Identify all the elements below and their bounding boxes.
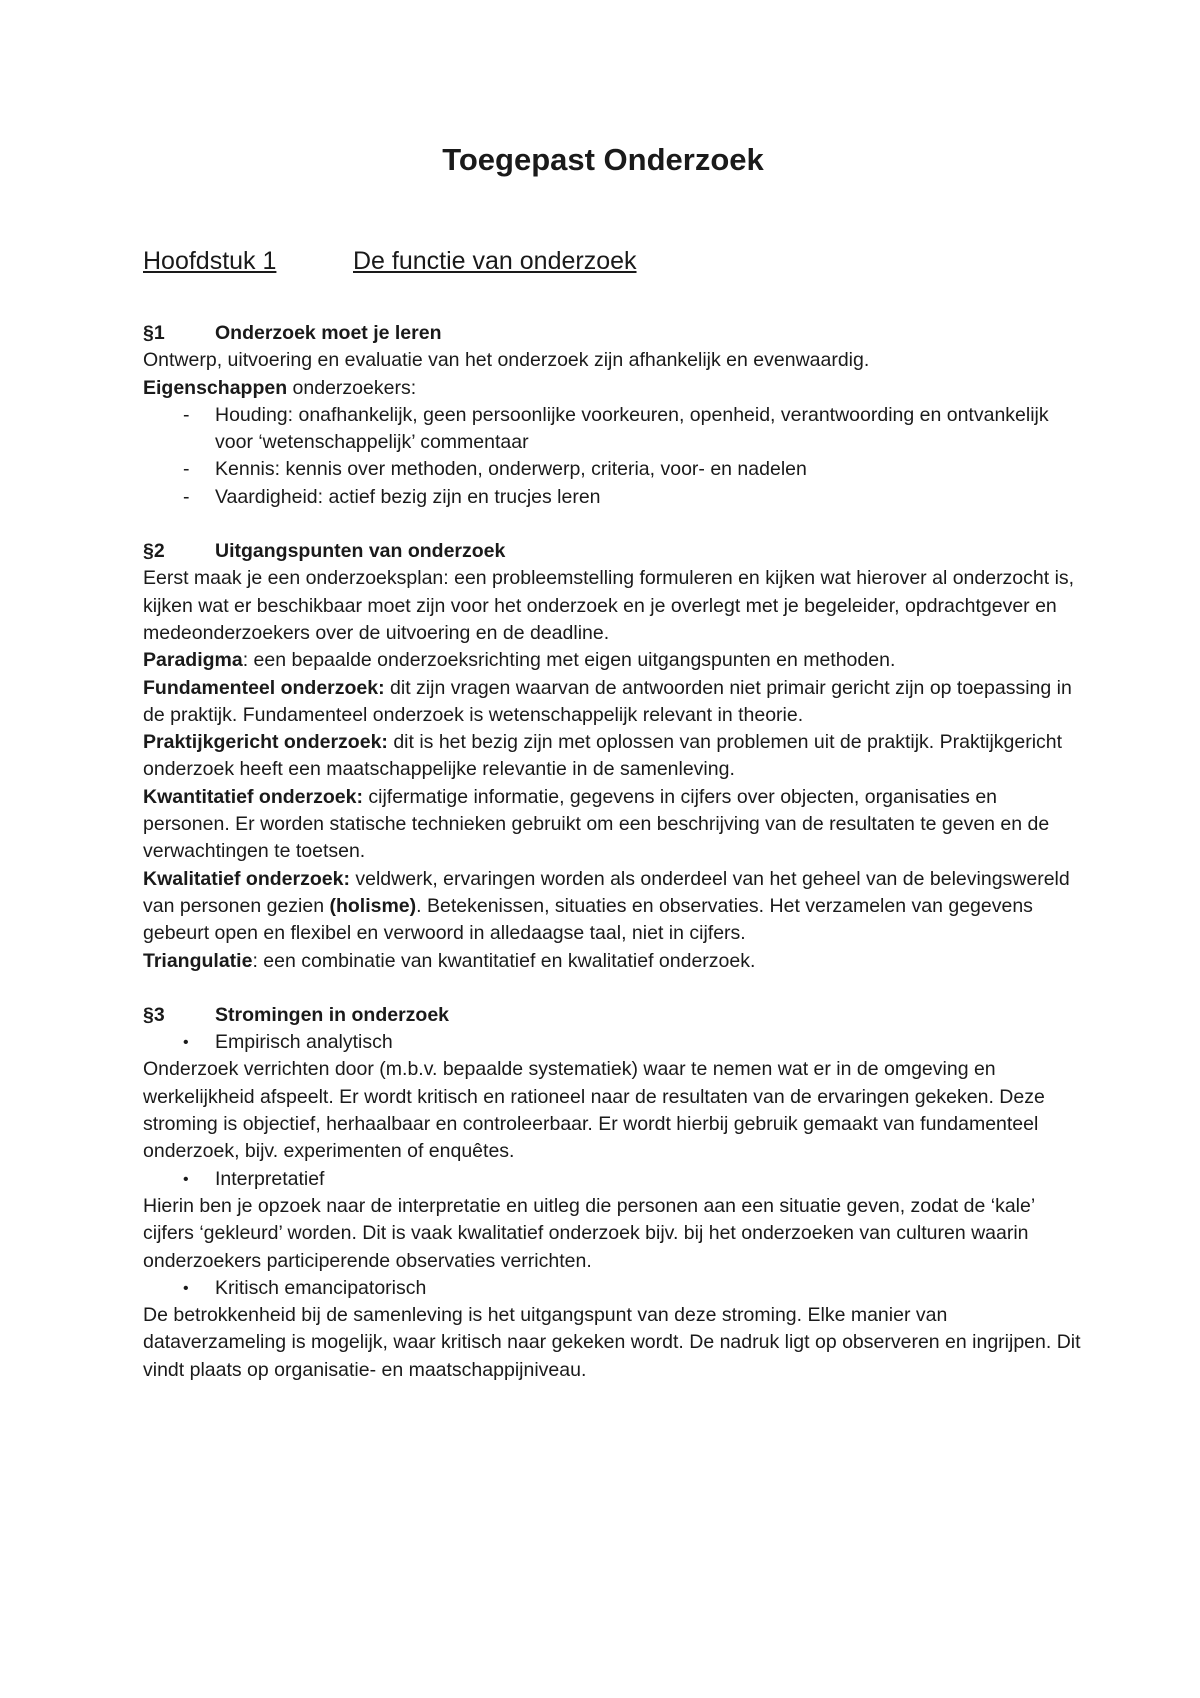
definition-text: dit zijn vragen waarvan de antwoorden niet primair gericht zijn op toepassing in de praktijk. Fundamenteel onderzoek is wetenschappelijk relevant in theorie. [143, 676, 1072, 726]
section-1-title: Onderzoek moet je leren [215, 322, 442, 344]
definition-inline-term: (holisme) [329, 894, 417, 917]
section-3-heading [143, 1002, 1083, 1029]
definition-text: : een combinatie van kwantitatief en kwalitatief onderzoek. [252, 949, 756, 972]
definition-praktijkgericht [143, 729, 1083, 784]
list-item-text: Vaardigheid: actief bezig zijn en trucjes leren [215, 485, 601, 508]
definition-term: Kwantitatief onderzoek: [143, 785, 363, 808]
section-2-title: Uitgangspunten van onderzoek [215, 540, 506, 563]
definition-paradigma [143, 647, 1083, 674]
stream-name: Interpretatief [215, 1167, 325, 1190]
section-2-heading [143, 538, 1083, 565]
chapter-heading [143, 244, 1083, 278]
definition-kwantitatief [143, 784, 1083, 866]
section-2-number: §2 [143, 540, 165, 563]
stream-heading [143, 1166, 1083, 1193]
definition-fundamenteel [143, 675, 1083, 730]
list-item-text: Kennis: kennis over methoden, onderwerp, criteria, voor- en nadelen [215, 458, 807, 481]
section-1-list-label [143, 375, 1083, 402]
bullet-icon: • [183, 1170, 189, 1188]
dash-marker: - [183, 485, 190, 508]
dash-marker: - [183, 458, 190, 481]
properties-list [143, 402, 1083, 511]
chapter-title: De functie van onderzoek [353, 247, 637, 275]
document-body [143, 140, 1083, 1384]
definition-term: Praktijkgericht onderzoek: [143, 731, 388, 754]
section-1-number: §1 [143, 322, 165, 344]
bullet-icon: • [183, 1034, 189, 1052]
definition-triangulatie [143, 948, 1083, 975]
section-1-intro: Ontwerp, uitvoering en evaluatie van het onderzoek zijn afhankelijk en evenwaardig. [143, 349, 870, 372]
list-item-text: Houding: onafhankelijk, geen persoonlijke voorkeuren, openheid, verantwoording en ontvankelijk voor ‘wetenschappelijk’ commentaar [215, 403, 1049, 454]
definition-text: : een bepaalde onderzoeksrichting met eigen uitgangspunten en methoden. [242, 649, 896, 672]
definition-text: . Betekenissen, situaties en observaties. Het verzamelen van gegevens gebeurt open en flexibel en verwoord in alledaagse taal, niet in cijfers. [143, 894, 1033, 945]
stream-description: Hierin ben je opzoek naar de interpretatie en uitleg die personen aan een situatie geven, zodat de ‘kale’ cijfers ‘gekleurd’ worden. Dit is vaak kwalitatief onderzoek bijv. bij het onderzoeken van culturen waarin onderzoekers participerende observaties verrichten. [143, 1194, 1035, 1272]
definition-term: Paradigma [143, 649, 243, 672]
section-3-title: Stromingen in onderzoek [215, 1003, 450, 1026]
definition-text: dit is het bezig zijn met oplossen van problemen uit de praktijk. Praktijkgericht onderzoek heeft een maatschappelijke relevantie in de samenleving. [143, 731, 1063, 781]
list-label-rest: onderzoekers: [287, 376, 417, 399]
dash-marker: - [183, 403, 190, 426]
chapter-number: Hoofdstuk 1 [143, 247, 277, 275]
definition-term: Kwalitatief onderzoek: [143, 867, 350, 890]
stream-heading [143, 1029, 1083, 1056]
document-title: Toegepast Onderzoek [442, 142, 764, 177]
bullet-icon: • [183, 1279, 189, 1297]
section-1-heading [143, 320, 1083, 347]
stream-description: Onderzoek verrichten door (m.b.v. bepaalde systematiek) waar te nemen wat er in de omgeving en werkelijkheid afspeelt. Er wordt kritisch en rationeel naar de resultaten van de ervaringen gekeken. Deze stroming is objectief, herhaalbaar en controleerbaar. Er wordt hierbij gebruik gemaakt van fundamenteel onderzoek, bijv. experimenten of enquêtes. [143, 1058, 1045, 1163]
definition-text: veldwerk, ervaringen worden als onderdeel van het geheel van de belevingswereld van personen gezien [143, 867, 1070, 917]
definition-term: Fundamenteel onderzoek: [143, 676, 385, 699]
stream-description: De betrokkenheid bij de samenleving is het uitgangspunt van deze stroming. Elke manier van dataverzameling is mogelijk, waar kritisch naar gekeken wordt. De nadruk ligt op observeren en ingrijpen. Dit vindt plaats op organisatie- en maatschappijniveau. [143, 1304, 1081, 1381]
section-2-intro: Eerst maak je een onderzoeksplan: een probleemstelling formuleren en kijken wat hierover al onderzocht is, kijken wat er beschikbaar moet zijn voor het onderzoek en je overlegt met je begeleider, opdrachtgever en medeonderzoekers over de uitvoering en de deadline. [143, 567, 1075, 644]
stream-name: Kritisch emancipatorisch [215, 1276, 427, 1299]
list-item [143, 402, 1083, 457]
definition-text: cijfermatige informatie, gegevens in cijfers over objecten, organisaties en personen. Er worden statische technieken gebruikt om een beschrijving van de resultaten te geven en de verwachtingen te toetsen. [143, 785, 1050, 863]
stream-heading [143, 1275, 1083, 1302]
list-item [143, 484, 1083, 511]
section-3-number: §3 [143, 1003, 165, 1026]
list-label-bold: Eigenschappen [143, 376, 288, 399]
definition-kwalitatief [143, 866, 1083, 948]
stream-name: Empirisch analytisch [215, 1031, 393, 1054]
list-item [143, 456, 1083, 483]
definition-term: Triangulatie [143, 949, 253, 972]
